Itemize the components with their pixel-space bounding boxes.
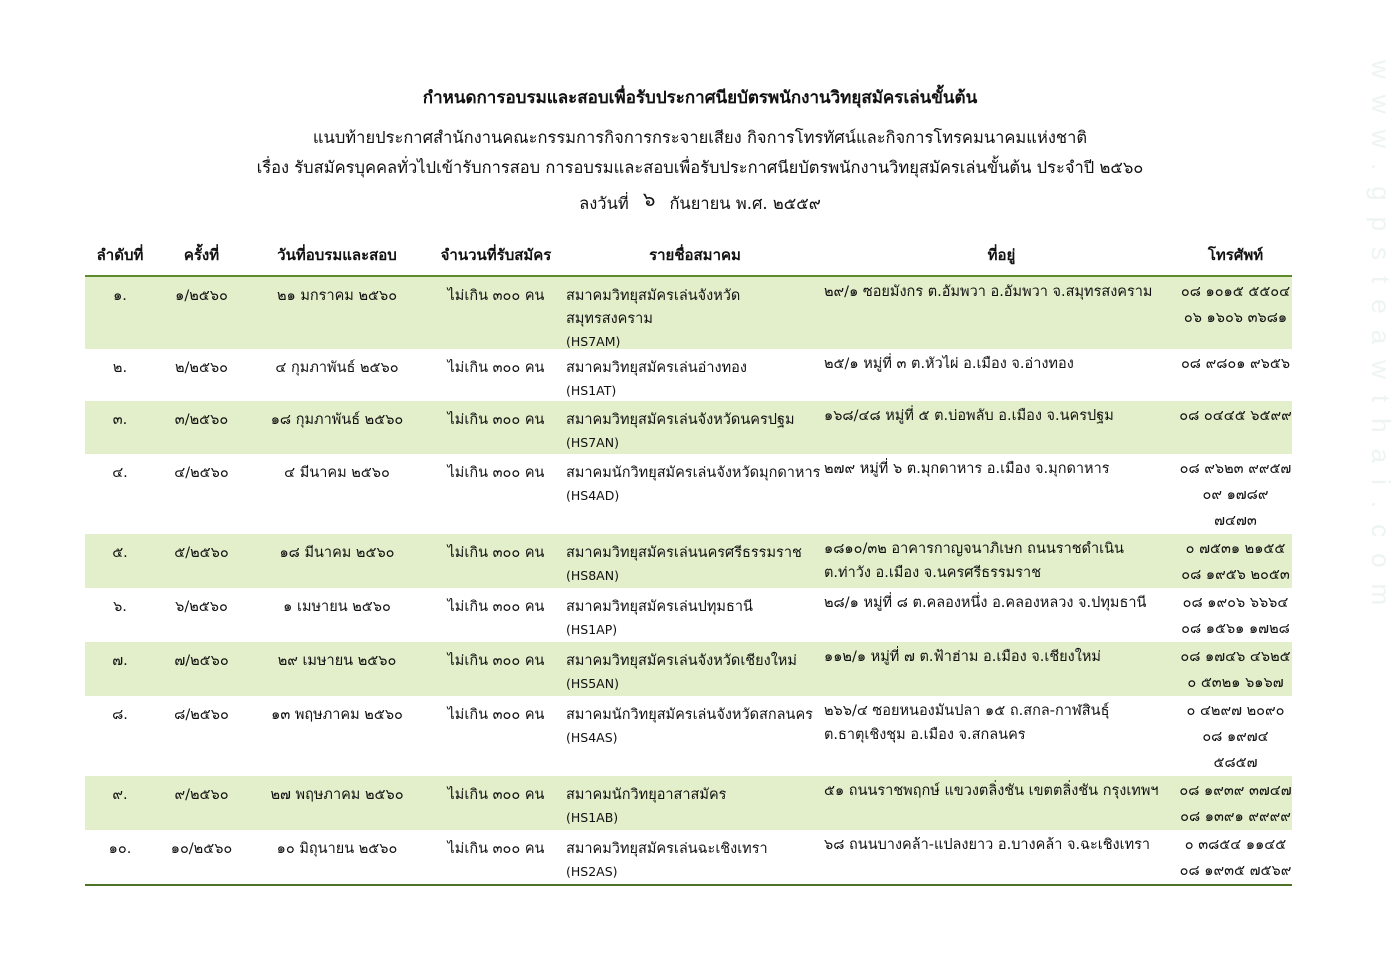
table-row: [85, 642, 1292, 696]
address-line-1: ๕๑ ถนนราชพฤกษ์ แขวงตลิ่งชัน เขตตลิ่งชัน กรุงเทพฯ: [824, 783, 1159, 799]
cell-address: [824, 454, 1179, 534]
document-title: กำหนดการอบรมและสอบเพื่อรับประกาศนียบัตรพนักงานวิทยุสมัครเล่นขั้นต้น: [422, 88, 978, 108]
association-callsign: (HS4AS): [566, 730, 618, 745]
cell-date: ๔ กุมภาพันธ์ ๒๕๖๐: [275, 360, 399, 376]
phone-1: ๐๘ ๙๘๐๑ ๙๖๕๖: [1180, 356, 1291, 372]
cell-address: [824, 349, 1179, 401]
association-callsign: (HS1AP): [566, 622, 618, 637]
cell-date: ๒๙ เมษายน ๒๕๖๐: [277, 653, 397, 669]
date-prefix: ลงวันที่: [579, 194, 629, 213]
cell-round: ๕/๒๕๖๐: [174, 545, 229, 561]
cell-phone: [1179, 696, 1292, 776]
cell-phone: [1179, 588, 1292, 642]
cell-no: ๕.: [112, 545, 128, 561]
cell-no: ๔.: [112, 465, 128, 481]
cell-address: [824, 401, 1179, 454]
column-header: ครั้งที่: [155, 235, 248, 276]
cell-no: ๙.: [112, 787, 128, 803]
cell-address: [824, 830, 1179, 885]
association-name: สมาคมวิทยุสมัครเล่นจังหวัดเชียงใหม่: [566, 653, 797, 669]
cell-no: ๖.: [113, 599, 127, 615]
cell-association: [566, 642, 824, 696]
phone-2: ๐๘ ๑๙๓๕ ๗๕๖๙: [1179, 863, 1292, 879]
address-line-1: ๒๗๙ หมู่ที่ ๖ ต.มุกดาหาร อ.เมือง จ.มุกดาหาร: [824, 461, 1110, 477]
table-row: [85, 454, 1292, 534]
cell-round: ๖/๒๕๖๐: [175, 599, 228, 615]
cell-no: ๒.: [112, 360, 128, 376]
cell-round: ๑/๒๕๖๐: [175, 288, 228, 304]
cell-no: ๗.: [112, 653, 128, 669]
association-callsign: (HS1AB): [566, 810, 619, 825]
cell-phone: [1179, 642, 1292, 696]
date-rest: กันยายน พ.ศ. ๒๕๕๙: [669, 194, 821, 213]
cell-phone: [1179, 776, 1292, 830]
cell-association: [566, 349, 824, 401]
association-callsign: (HS2AS): [566, 864, 618, 879]
association-name: สมาคมนักวิทยุสมัครเล่นจังหวัดสกลนคร: [566, 707, 813, 723]
cell-date: ๑๐ มิถุนายน ๒๕๖๐: [276, 841, 398, 857]
cell-phone: [1179, 454, 1292, 534]
association-callsign: (HS7AN): [566, 435, 619, 450]
cell-date: ๔ มีนาคม ๒๕๖๐: [284, 465, 390, 481]
association-name: สมาคมวิทยุสมัครเล่นฉะเชิงเทรา: [566, 841, 768, 857]
cell-association: [566, 830, 824, 885]
address-line-1: ๖๘ ถนนบางคล้า-แปลงยาว อ.บางคล้า จ.ฉะเชิงเทรา: [824, 837, 1151, 853]
table-body: [85, 276, 1292, 885]
association-name: สมาคมวิทยุสมัครเล่นจังหวัดสมุทรสงคราม: [566, 288, 741, 327]
cell-association: [566, 696, 824, 776]
cell-association: [566, 401, 824, 454]
association-callsign: (HS5AN): [566, 676, 619, 691]
cell-date: ๒๑ มกราคม ๒๕๖๐: [276, 288, 398, 304]
address-line-1: ๒๙/๑ ซอยมังกร ต.อัมพวา อ.อัมพวา จ.สมุทรสงคราม: [824, 284, 1153, 300]
subtitle-line-1: แนบท้ายประกาศสำนักงานคณะกรรมการกิจการกระจายเสียง กิจการโทรทัศน์และกิจการโทรคมนาคมแห่งชาติ: [312, 128, 1088, 147]
phone-1: ๐๘ ๑๗๔๖ ๔๖๒๕: [1180, 649, 1291, 665]
phone-2: ๐๘ ๑๕๖๑ ๑๗๒๘: [1181, 621, 1290, 637]
phone-2: ๐๘ ๑๙๕๖ ๒๐๕๓: [1181, 567, 1290, 583]
cell-quota: ไม่เกิน ๓๐๐ คน: [447, 841, 545, 857]
column-header: รายชื่อสมาคม: [566, 235, 824, 276]
cell-round: ๗/๒๕๖๐: [174, 653, 229, 669]
cell-association: [566, 454, 824, 534]
cell-date: ๑๘ มีนาคม ๒๕๖๐: [279, 545, 395, 561]
column-header: โทรศัพท์: [1179, 235, 1292, 276]
cell-quota: ไม่เกิน ๓๐๐ คน: [447, 707, 545, 723]
address-line-1: ๒๕/๑ หมู่ที่ ๓ ต.หัวไผ่ อ.เมือง จ.อ่างทอง: [824, 356, 1074, 372]
cell-phone: [1179, 349, 1292, 401]
cell-round: ๒/๒๕๖๐: [174, 360, 229, 376]
cell-association: [566, 588, 824, 642]
cell-association: [566, 776, 824, 830]
cell-date: ๑ เมษายน ๒๕๖๐: [283, 599, 391, 615]
phone-2: ๐๙ ๑๗๘๙ ๗๔๗๓: [1202, 487, 1269, 529]
phone-2: ๐๘ ๑๙๗๔ ๕๘๕๗: [1202, 729, 1269, 771]
association-name: สมาคมวิทยุสมัครเล่นปทุมธานี: [566, 599, 753, 615]
phone-1: ๐๘ ๑๙๐๖ ๖๖๖๔: [1182, 595, 1289, 611]
phone-1: ๐ ๔๒๙๗ ๒๐๙๐: [1186, 703, 1285, 719]
cell-round: ๓/๒๕๖๐: [174, 412, 229, 428]
phone-1: ๐ ๗๕๓๑ ๒๑๕๕: [1185, 541, 1286, 557]
phone-1: ๐๘ ๑๙๓๙ ๓๗๔๗: [1179, 783, 1292, 799]
association-callsign: (HS1AT): [566, 383, 617, 398]
address-line-1: ๑๘๑๐/๓๒ อาคารกาญจนาภิเษก ถนนราชดำเนิน: [824, 541, 1124, 557]
cell-round: ๘/๒๕๖๐: [174, 707, 229, 723]
table-row: [85, 696, 1292, 776]
subtitle-line-2: เรื่อง รับสมัครบุคคลทั่วไปเข้ารับการสอบ การอบรมและสอบเพื่อรับประกาศนียบัตรพนักงานวิทยุสมัครเล่นขั้นต้น ประจำปี ๒๕๖๐: [256, 158, 1144, 177]
phone-2: ๐๘ ๑๓๙๑ ๙๙๙๙: [1180, 809, 1291, 825]
address-line-2: ต.ท่าวัง อ.เมือง จ.นครศรีธรรมราช: [824, 565, 1042, 581]
phone-2: ๐ ๕๓๒๑ ๖๑๖๗: [1187, 675, 1284, 691]
phone-2: ๐๖ ๑๖๐๖ ๓๖๘๑: [1183, 310, 1288, 326]
table-row: [85, 588, 1292, 642]
cell-association: [566, 276, 824, 349]
address-line-1: ๒๘/๑ หมู่ที่ ๘ ต.คลองหนึ่ง อ.คลองหลวง จ.ปทุมธานี: [824, 595, 1147, 611]
table-row: [85, 830, 1292, 885]
cell-date: ๒๗ พฤษภาคม ๒๕๖๐: [270, 787, 404, 803]
cell-phone: [1179, 830, 1292, 885]
cell-address: [824, 776, 1179, 830]
cell-no: ๓.: [112, 412, 128, 428]
cell-date: ๑๓ พฤษภาคม ๒๕๖๐: [271, 707, 403, 723]
cell-quota: ไม่เกิน ๓๐๐ คน: [447, 787, 545, 803]
cell-date: ๑๘ กุมภาพันธ์ ๒๕๖๐: [270, 412, 404, 428]
cell-phone: [1179, 401, 1292, 454]
cell-association: [566, 534, 824, 588]
address-line-1: ๒๖๖/๔ ซอยหนองมันปลา ๑๕ ถ.สกล-กาฬสินธุ์: [824, 703, 1110, 719]
phone-1: ๐๘ ๙๖๒๓ ๙๙๕๗: [1179, 461, 1292, 477]
cell-round: ๙/๒๕๖๐: [174, 787, 229, 803]
cell-quota: ไม่เกิน ๓๐๐ คน: [447, 545, 545, 561]
cell-quota: ไม่เกิน ๓๐๐ คน: [447, 599, 545, 615]
table-row: [85, 776, 1292, 830]
association-name: สมาคมวิทยุสมัครเล่นอ่างทอง: [566, 360, 747, 376]
cell-no: ๑๐.: [108, 841, 132, 857]
cell-address: [824, 534, 1179, 588]
cell-quota: ไม่เกิน ๓๐๐ คน: [447, 360, 545, 376]
association-callsign: (HS8AN): [566, 568, 619, 583]
cell-address: [824, 588, 1179, 642]
watermark: www.gpsteawthai.com: [1366, 60, 1396, 622]
column-header: ลำดับที่: [85, 235, 155, 276]
cell-address: [824, 642, 1179, 696]
date-line: [0, 186, 1400, 218]
cell-phone: [1179, 534, 1292, 588]
table-row: [85, 534, 1292, 588]
cell-address: [824, 276, 1179, 349]
cell-quota: ไม่เกิน ๓๐๐ คน: [447, 653, 545, 669]
table-header-row: [85, 235, 1292, 276]
table-row: [85, 401, 1292, 454]
cell-phone: [1179, 276, 1292, 349]
phone-1: ๐๘ ๑๐๑๕ ๕๕๐๔: [1180, 284, 1291, 300]
association-name: สมาคมนักวิทยุอาสาสมัคร: [566, 787, 727, 803]
address-line-2: ต.ธาตุเชิงชุม อ.เมือง จ.สกลนคร: [824, 727, 1026, 743]
association-name: สมาคมวิทยุสมัครเล่นจังหวัดนครปฐม: [566, 412, 795, 428]
address-line-1: ๑๑๒/๑ หมู่ที่ ๗ ต.ฟ้าฮ่าม อ.เมือง จ.เชียงใหม่: [824, 649, 1101, 665]
column-header: ที่อยู่: [824, 235, 1179, 276]
table-row: [85, 276, 1292, 349]
cell-address: [824, 696, 1179, 776]
association-callsign: (HS4AD): [566, 488, 620, 503]
phone-1: ๐๘ ๐๔๔๕ ๖๕๙๙: [1179, 408, 1292, 424]
cell-round: ๑๐/๒๕๖๐: [170, 841, 233, 857]
address-line-1: ๑๖๘/๔๘ หมู่ที่ ๕ ต.บ่อพลับ อ.เมือง จ.นครปฐม: [824, 408, 1114, 424]
association-name: สมาคมวิทยุสมัครเล่นนครศรีธรรมราช: [566, 545, 802, 561]
table-row: [85, 349, 1292, 401]
cell-no: ๑.: [113, 288, 127, 304]
cell-quota: ไม่เกิน ๓๐๐ คน: [447, 288, 545, 304]
association-callsign: (HS7AM): [566, 334, 621, 349]
column-header: จำนวนที่รับสมัคร: [426, 235, 566, 276]
column-header: วันที่อบรมและสอบ: [248, 235, 426, 276]
cell-no: ๘.: [112, 707, 128, 723]
association-name: สมาคมนักวิทยุสมัครเล่นจังหวัดมุกดาหาร: [566, 465, 821, 481]
cell-round: ๔/๒๕๖๐: [174, 465, 229, 481]
date-day: ๖: [642, 187, 656, 211]
cell-quota: ไม่เกิน ๓๐๐ คน: [447, 412, 545, 428]
cell-quota: ไม่เกิน ๓๐๐ คน: [447, 465, 545, 481]
phone-1: ๐ ๓๘๕๔ ๑๑๔๕: [1184, 837, 1287, 853]
schedule-table: [85, 235, 1292, 886]
